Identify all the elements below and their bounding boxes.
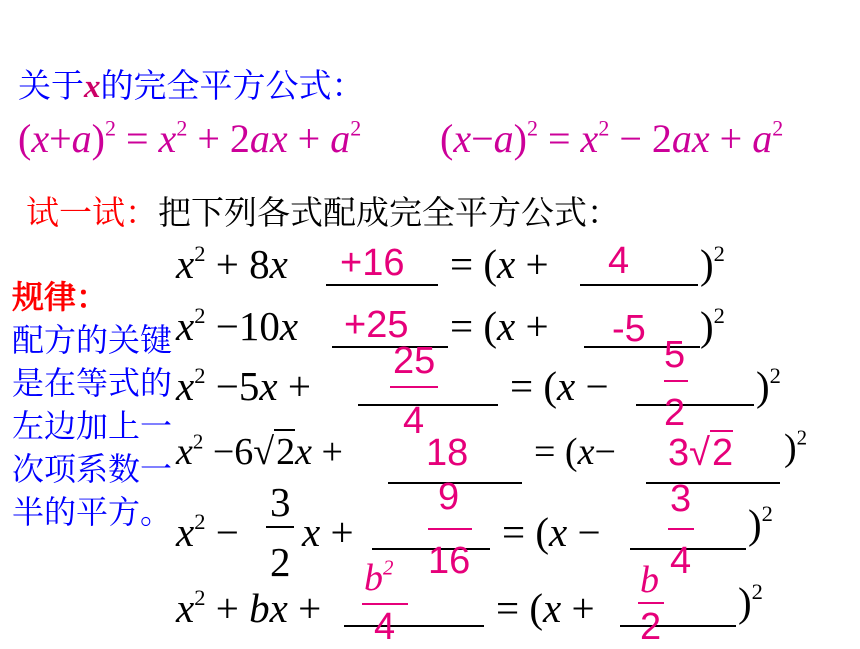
eq-text: + (561, 585, 595, 631)
formula-exponent: 2 (176, 115, 188, 141)
equation-row-4 (176, 430, 343, 474)
eq-exponent: 2 (796, 425, 808, 450)
fraction-bar (638, 602, 664, 604)
eq-exponent: 2 (194, 363, 206, 389)
answer-left-4: 18 (426, 432, 469, 474)
eq-exponent: 2 (769, 363, 781, 389)
eq-text: ) (738, 579, 752, 625)
eq-exponent: 2 (713, 241, 725, 267)
eq-var: x (279, 303, 299, 349)
eq-text: + (320, 509, 354, 555)
formula-text: ( (440, 116, 454, 161)
answer-left-1: +16 (340, 242, 405, 284)
answer-left-2: +25 (344, 304, 409, 346)
eq-text: + (287, 585, 322, 631)
answer-left-5-num: 9 (438, 476, 460, 518)
eq-var: x (176, 303, 195, 349)
equation-row-2 (176, 302, 298, 350)
formula-var: ax (249, 116, 288, 161)
eq-text: −6 (203, 431, 254, 473)
eq-text: − (575, 363, 609, 409)
formula-text: + (49, 116, 72, 161)
eq-text: = ( (450, 241, 498, 287)
answer-right-6-den: 2 (640, 606, 662, 648)
eq-text: + (515, 303, 549, 349)
formula-var: x (31, 116, 50, 161)
equation-row-5-rhs (502, 508, 601, 556)
rule-title: 规律： (12, 278, 109, 316)
eq-text: = ( (510, 363, 558, 409)
answer-coefficient: 3 (668, 432, 690, 474)
eq-text: + (515, 241, 549, 287)
eq-exponent: 2 (194, 241, 206, 267)
answer-right-2: -5 (612, 308, 646, 350)
eq-var: x (557, 363, 576, 409)
formula-var: a (752, 116, 773, 161)
fraction-bar (390, 386, 438, 388)
fraction-bar (428, 528, 472, 530)
eq-text: − (567, 509, 601, 555)
title-suffix: 的完全平方公式： (100, 66, 365, 105)
eq-text: + 8 (205, 241, 270, 287)
answer-left-3-num: 25 (393, 340, 436, 382)
eq-text: − (594, 431, 616, 473)
formula-text: + (709, 116, 753, 161)
answer-left-6-num (364, 556, 393, 600)
eq-text: −5 (205, 363, 260, 409)
eq-text: ) (756, 363, 770, 409)
fraction-bar (362, 603, 408, 605)
eq-text: ) (748, 501, 762, 547)
eq-var: x (176, 585, 195, 631)
formula-text: − 2 (609, 116, 672, 161)
blank-right-3[interactable] (636, 404, 754, 406)
eq-exponent: 2 (192, 429, 204, 454)
eq-var: x (577, 431, 595, 473)
equation-row-1-close (700, 240, 725, 288)
formula-text: = (115, 116, 159, 161)
formula-var: a (493, 116, 514, 161)
answer-right-1: 4 (608, 240, 630, 282)
answer-left-6-den: 4 (374, 606, 396, 648)
title-variable: x (84, 69, 101, 105)
eq-exponent: 2 (194, 303, 206, 329)
equation-row-4-close (784, 426, 807, 470)
eq-text: + (312, 431, 343, 473)
formula-text: = (537, 116, 581, 161)
formula-exponent: 2 (104, 115, 116, 141)
equation-row-1 (176, 240, 288, 288)
eq-exponent: 2 (713, 303, 725, 329)
equation-row-6-close (738, 578, 763, 626)
answer-right-5-num: 3 (670, 478, 692, 520)
equation-row-5-close (748, 500, 773, 548)
eq-text: + (205, 585, 250, 631)
equation-row-3-rhs (510, 362, 609, 410)
formula-exponent: 2 (598, 115, 610, 141)
answer-right-3-num: 5 (664, 334, 686, 376)
eq-var: x (549, 509, 568, 555)
eq-var: x (269, 241, 288, 287)
answer-right-6-num: b (640, 559, 659, 601)
equation-row-6 (176, 584, 321, 632)
eq-var: x (295, 431, 312, 473)
formula-exponent: 2 (526, 115, 538, 141)
exercise-heading (26, 187, 620, 234)
formula-text: ) (91, 116, 105, 161)
fraction-bar (668, 528, 694, 530)
formula-exponent: 2 (772, 115, 784, 141)
page-title (18, 60, 365, 107)
formula-var: x (158, 116, 177, 161)
eq-text: − (205, 509, 239, 555)
formula-text: + 2 (187, 116, 250, 161)
answer-right-4 (668, 432, 733, 475)
eq-text: = ( (502, 509, 550, 555)
equation-row-3-close (756, 362, 781, 410)
lhs-fraction-denominator: 2 (270, 539, 291, 585)
exercise-label: 试一试： (26, 193, 158, 232)
eq-text: = ( (450, 303, 498, 349)
eq-var: x (302, 509, 321, 555)
formula-var: a (71, 116, 92, 161)
formula-var: x (580, 116, 599, 161)
exercise-instruction: 把下列各式配成完全平方公式： (158, 193, 620, 232)
blank-right-6[interactable] (620, 625, 736, 627)
equation-row-5-mid (302, 508, 354, 556)
rule-body: 配方的关键是在等式的左边加上一次项系数一半的平方。 (12, 321, 173, 531)
answer-left-5-den: 16 (428, 540, 471, 582)
eq-text: + (277, 363, 311, 409)
eq-var: x (497, 303, 516, 349)
eq-exponent: 2 (751, 579, 763, 605)
formula-exponent: 2 (350, 115, 362, 141)
eq-text: −10 (205, 303, 280, 349)
formula-text: + (287, 116, 331, 161)
equation-row-3 (176, 362, 311, 410)
lhs-fraction-numerator: 3 (270, 479, 291, 525)
eq-var: x (497, 241, 516, 287)
answer-var: b (364, 557, 383, 599)
fraction-bar (266, 526, 294, 528)
fraction-bar (664, 380, 688, 382)
eq-text: ) (784, 427, 797, 469)
equation-row-2-rhs (450, 302, 549, 350)
sqrt-symbol: √2 (689, 432, 734, 474)
formula-var: x (453, 116, 472, 161)
formula-var: ax (671, 116, 710, 161)
eq-text: = ( (534, 431, 578, 473)
equation-row-1-rhs (450, 240, 549, 288)
eq-var: x (269, 585, 288, 631)
eq-var: x (543, 585, 562, 631)
formula-text: ( (18, 116, 32, 161)
blank-left-3[interactable] (358, 404, 498, 406)
eq-var: x (176, 241, 195, 287)
eq-var: x (176, 363, 195, 409)
sqrt-symbol: √2 (253, 431, 296, 473)
sqrt-radicand: 2 (712, 432, 734, 474)
eq-text: = ( (496, 585, 544, 631)
equation-row-4-rhs (534, 430, 616, 474)
formula-text: ) (513, 116, 527, 161)
blank-left-6[interactable] (344, 625, 484, 627)
equation-row-6-rhs (496, 584, 595, 632)
answer-left-3-den: 4 (403, 400, 425, 442)
answer-right-5-den: 4 (670, 540, 692, 582)
answer-exponent: 2 (383, 555, 394, 580)
eq-text: ) (700, 241, 714, 287)
sqrt-radicand: 2 (276, 431, 296, 473)
answer-right-3-den: 2 (664, 392, 686, 434)
formula-var: a (330, 116, 351, 161)
formula-text: − (471, 116, 494, 161)
eq-exponent: 2 (194, 585, 206, 611)
formula-sum-square (18, 115, 361, 162)
eq-exponent: 2 (194, 509, 206, 535)
eq-var: x (176, 431, 193, 473)
title-prefix: 关于 (18, 66, 84, 105)
eq-text: ) (700, 303, 714, 349)
blank-right-4[interactable] (646, 482, 780, 484)
eq-var: x (259, 363, 278, 409)
equation-row-5 (176, 508, 239, 556)
blank-right-1[interactable] (580, 284, 698, 286)
eq-exponent: 2 (761, 501, 773, 527)
formula-difference-square (440, 115, 783, 162)
equation-row-2-close (700, 302, 725, 350)
eq-var: b (249, 585, 270, 631)
eq-var: x (176, 509, 195, 555)
